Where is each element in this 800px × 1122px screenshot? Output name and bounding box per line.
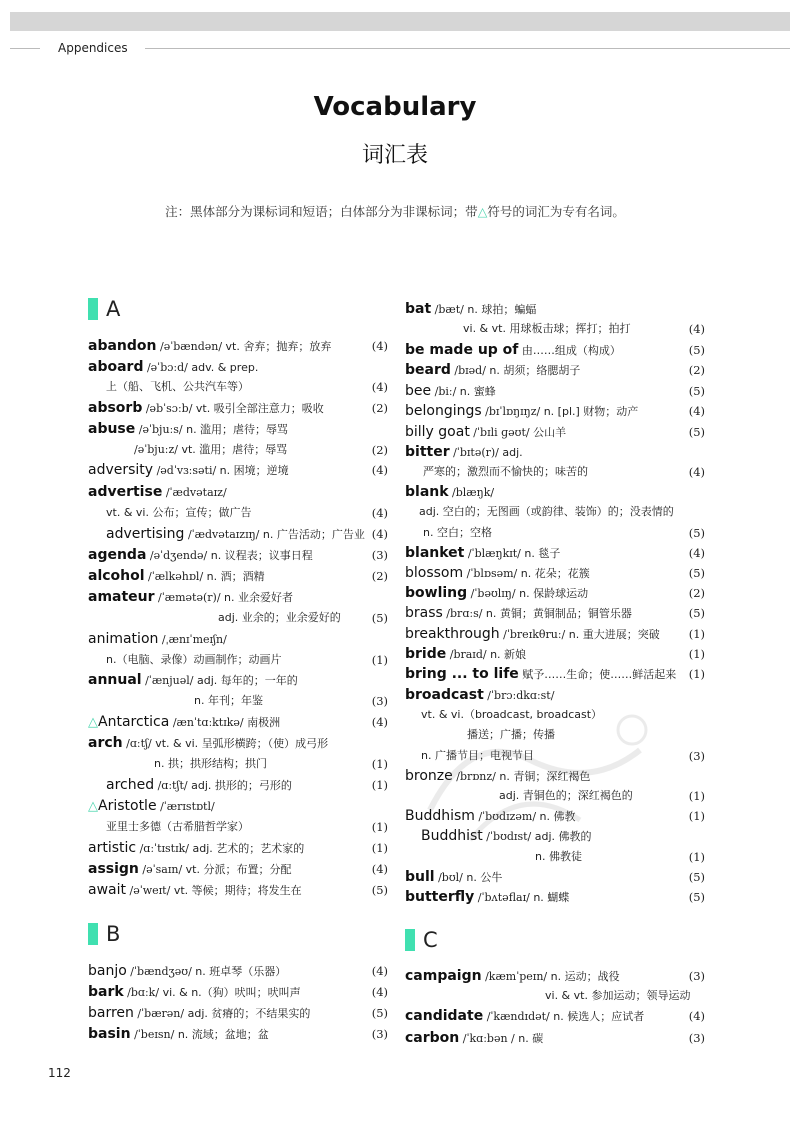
definition: vi. & vt. 用球板击球；挥打；拍打	[463, 322, 631, 335]
headword: butterfly	[405, 889, 475, 905]
headword: arch	[88, 735, 123, 751]
vocab-entry	[88, 566, 388, 586]
vocab-entry	[88, 712, 388, 732]
level-number: (5)	[371, 611, 388, 625]
phonetic: /ˈærɪstɒtl/	[156, 800, 215, 813]
definition: n. 拱；拱形结构；拱门	[154, 757, 267, 770]
vocab-entry	[88, 1003, 388, 1023]
definition: n. 蝴蝶	[533, 891, 570, 904]
top-bar	[10, 12, 790, 31]
headword: brass	[405, 605, 443, 621]
level-number: (1)	[688, 809, 705, 823]
phonetic: /ˈbrɔːdkɑːst/	[483, 689, 555, 702]
definition: adj.	[502, 446, 523, 459]
definition: adj. 拱形的；弓形的	[191, 779, 292, 792]
vocab-entry	[88, 419, 388, 439]
level-number: (5)	[688, 425, 705, 439]
headword: Buddhism	[405, 808, 475, 824]
level-number: (1)	[371, 653, 388, 667]
phonetic: /bɪəd/	[450, 364, 490, 377]
level-number: (2)	[688, 586, 705, 600]
level-number: (2)	[371, 443, 388, 457]
definition: n. 困境；逆境	[219, 464, 289, 477]
headword: breakthrough	[405, 626, 500, 642]
level-number: (1)	[688, 627, 705, 641]
phonetic: /biː/	[431, 385, 460, 398]
definition: n. 广告活动；广告业	[262, 528, 365, 541]
headword: barren	[88, 1005, 134, 1021]
vocab-entry	[405, 887, 705, 907]
level-number: (5)	[688, 890, 705, 904]
headword: await	[88, 882, 126, 898]
headword: animation	[88, 631, 159, 647]
phonetic: /bɪˈlɒŋɪŋz/	[481, 405, 544, 418]
phonetic: /ˈædvətaɪz/	[162, 486, 227, 499]
watermark-logo	[410, 690, 670, 860]
level-number: (4)	[688, 1009, 705, 1023]
vocab-entry	[88, 440, 388, 460]
headword: bronze	[405, 768, 453, 784]
definition: vi. & n.（狗）吠叫；吠叫声	[162, 986, 301, 999]
level-number: (3)	[688, 969, 705, 983]
vocab-entry	[405, 360, 705, 380]
definition: vt. 等候；期待；将发生在	[173, 884, 302, 897]
vocab-entry	[405, 867, 705, 887]
page-subtitle: 词汇表	[361, 143, 428, 168]
definition: n. 广播节目；电视节目	[421, 749, 534, 762]
vocab-entry	[405, 624, 705, 644]
header-rule-left	[10, 48, 40, 49]
level-number: (5)	[688, 343, 705, 357]
level-number: (3)	[371, 694, 388, 708]
headword: be made up of	[405, 342, 519, 358]
headword: broadcast	[405, 687, 484, 703]
headword: bowling	[405, 585, 468, 601]
level-number: (5)	[688, 870, 705, 884]
level-number: (5)	[688, 566, 705, 580]
phonetic: /ˈbʊdɪzəm/	[474, 810, 540, 823]
section-letter: B	[106, 922, 121, 946]
definition: n. 胡须；络腮胡子	[489, 364, 581, 377]
vocab-entry	[88, 670, 388, 690]
phonetic: /ˈænjuəl/	[141, 674, 197, 687]
level-number: (5)	[688, 526, 705, 540]
definition: vt. 滥用；虐待；辱骂	[181, 443, 288, 456]
section-marker	[88, 923, 98, 945]
definition: n. 重大进展；突破	[568, 628, 660, 641]
phonetic: /əˈbjuːz/	[134, 443, 182, 456]
definition: n. 运动；战役	[550, 970, 620, 983]
definition: n. 候选人；应试者	[553, 1010, 645, 1023]
vocab-entry	[88, 629, 388, 649]
headword: advertise	[88, 484, 163, 500]
definition: n. [pl.] 财物；动产	[543, 405, 639, 418]
headword: bat	[405, 301, 432, 317]
phonetic: /ˈbəʊlɪŋ/	[467, 587, 520, 600]
phonetic: /ˌænɪˈmeɪʃn/	[158, 633, 227, 646]
level-number: (1)	[688, 850, 705, 864]
proper-noun-triangle-icon: △	[88, 715, 98, 730]
definition: 南极洲	[247, 716, 281, 729]
note-text-before: 注：黑体部分为课标词和短语；白体部分为非课标词；带	[165, 204, 478, 219]
definition: adj. 艺术的；艺术家的	[192, 842, 305, 855]
definition: n. 保龄球运动	[519, 587, 589, 600]
headword: abandon	[88, 338, 157, 354]
level-number: (5)	[371, 883, 388, 897]
definition: n. 公牛	[466, 871, 503, 884]
vocab-entry	[405, 966, 705, 986]
note-text-after: 符号的词汇为专有名词。	[487, 204, 625, 219]
phonetic: /bæt/	[431, 303, 468, 316]
phonetic: /ˈbærən/	[133, 1007, 188, 1020]
phonetic: /ˈbɪtə(r)/	[449, 446, 503, 459]
level-number: (4)	[688, 546, 705, 560]
level-number: (5)	[371, 1006, 388, 1020]
vocab-entry	[88, 754, 388, 774]
vocab-entry	[405, 1028, 705, 1048]
vocab-entry	[405, 319, 705, 339]
definition: vt. & vi.（broadcast, broadcast）	[421, 708, 603, 721]
header-section-label: Appendices	[58, 41, 128, 55]
definition: adj. 业余的；业余爱好的	[218, 611, 341, 624]
level-number: (2)	[688, 363, 705, 377]
phonetic: /ɑːˈtɪstɪk/	[136, 842, 193, 855]
vocab-entry	[405, 401, 705, 421]
vocab-entry	[405, 299, 705, 319]
headword: aboard	[88, 359, 144, 375]
vocab-entry	[405, 664, 705, 684]
level-number: (1)	[688, 667, 705, 681]
vocab-entry	[88, 503, 388, 523]
headword: bull	[405, 869, 435, 885]
level-number: (3)	[688, 1031, 705, 1045]
headword: Buddhist	[421, 828, 483, 844]
definition: vt. & vi. 呈弧形横跨；（使）成弓形	[155, 737, 329, 750]
vocab-entry	[88, 796, 388, 816]
definition: adj. 青铜色的；深红褐色的	[499, 789, 633, 802]
legend-note	[0, 202, 790, 220]
level-number: (3)	[371, 1027, 388, 1041]
phonetic: /bʊl/	[434, 871, 467, 884]
headword: bride	[405, 646, 447, 662]
definition: adj. 每年的；一年的	[196, 674, 298, 687]
level-number: (4)	[371, 964, 388, 978]
phonetic: /əˈdʒendə/	[146, 549, 211, 562]
phonetic: /blæŋk/	[448, 486, 495, 499]
phonetic: /ˈkændɪdət/	[483, 1010, 554, 1023]
vocab-entry	[405, 644, 705, 664]
phonetic: /ˈblɒsəm/	[463, 567, 521, 580]
vocab-entry	[405, 381, 705, 401]
vocab-entry	[405, 442, 705, 462]
level-number: (5)	[688, 606, 705, 620]
definition: vt. 吸引全部注意力；吸收	[195, 402, 324, 415]
vocab-entry	[405, 986, 705, 1006]
level-number: (4)	[371, 463, 388, 477]
vocab-entry	[88, 733, 388, 753]
vocab-entry	[405, 502, 705, 522]
headword: blossom	[405, 565, 464, 581]
phonetic: /ɑːtʃt/	[154, 779, 192, 792]
headword: Aristotle	[98, 798, 157, 814]
definition: n. 新娘	[490, 648, 527, 661]
definition: n. 议程表；议事日程	[210, 549, 313, 562]
definition: vi. & vt. 参加运动；领导运动	[545, 989, 691, 1002]
headword: beard	[405, 362, 451, 378]
definition: 严寒的；激烈而不愉快的；味苦的	[423, 465, 588, 478]
definition: adj. 佛教的	[534, 830, 592, 843]
phonetic: /ˈælkəhɒl/	[144, 570, 207, 583]
definition: n. 佛教徒	[535, 850, 582, 863]
level-number: (4)	[371, 339, 388, 353]
vocab-entry	[88, 377, 388, 397]
headword: advertising	[106, 526, 185, 542]
vocab-entry	[405, 603, 705, 623]
vocab-entry	[88, 817, 388, 837]
headword: Antarctica	[98, 714, 170, 730]
level-number: (2)	[371, 401, 388, 415]
headword: blank	[405, 484, 449, 500]
level-number: (1)	[371, 841, 388, 855]
definition: n. 年刊；年鉴	[194, 694, 263, 707]
definition: 公山羊	[533, 426, 567, 439]
proper-noun-triangle-icon: △	[88, 799, 98, 814]
level-number: (1)	[688, 647, 705, 661]
phonetic: /braɪd/	[446, 648, 491, 661]
vocab-entry	[88, 775, 388, 795]
phonetic: /əˈsaɪn/	[138, 863, 186, 876]
phonetic: /əˈbɔːd/	[143, 361, 192, 374]
headword: adversity	[88, 462, 154, 478]
vocab-entry	[405, 482, 705, 502]
proper-noun-triangle-icon: △	[477, 204, 488, 219]
section-marker	[405, 929, 415, 951]
phonetic: /ˈbʌtəflaɪ/	[474, 891, 534, 904]
vocab-entry	[88, 691, 388, 711]
definition: adj. 空白的；无图画（或韵律、装饰）的；没表情的	[419, 505, 674, 518]
level-number: (4)	[371, 715, 388, 729]
vocab-entry	[88, 859, 388, 879]
level-number: (4)	[688, 322, 705, 336]
phonetic: /ˈblæŋkɪt/	[464, 547, 525, 560]
phonetic: /ˈkɑːbən /	[459, 1032, 519, 1045]
vocab-entry	[405, 1006, 705, 1026]
vocab-entry	[88, 880, 388, 900]
level-number: (5)	[688, 384, 705, 398]
level-number: (4)	[371, 380, 388, 394]
definition: n. 青铜；深红褐色	[499, 770, 591, 783]
vocab-entry	[88, 650, 388, 670]
level-number: (4)	[688, 465, 705, 479]
definition: n. 滥用；虐待；辱骂	[186, 423, 289, 436]
headword: amateur	[88, 589, 155, 605]
headword: campaign	[405, 968, 482, 984]
level-number: (3)	[371, 548, 388, 562]
level-number: (1)	[371, 820, 388, 834]
headword: candidate	[405, 1008, 484, 1024]
phonetic: /əbˈsɔːb/	[142, 402, 196, 415]
phonetic: /kæmˈpeɪn/	[481, 970, 551, 983]
vocab-entry	[405, 462, 705, 482]
phonetic: /əˈbjuːs/	[135, 423, 187, 436]
phonetic: /ˈbɪli ɡəʊt/	[469, 426, 534, 439]
section-marker	[88, 298, 98, 320]
headword: blanket	[405, 545, 465, 561]
definition: adv. & prep.	[191, 361, 259, 374]
definition: n. 佛教	[539, 810, 576, 823]
definition: n.（电脑、录像）动画制作；动画片	[106, 653, 282, 666]
vocab-entry	[88, 482, 388, 502]
level-number: (1)	[688, 789, 705, 803]
level-number: (3)	[688, 749, 705, 763]
page-title: Vocabulary	[313, 92, 477, 122]
definition: 上（船、飞机、公共汽车等）	[106, 380, 249, 393]
definition: n. 球拍；蝙蝠	[467, 303, 537, 316]
vocab-entry	[405, 340, 705, 360]
definition: n. 碳	[518, 1032, 544, 1045]
headword: bark	[88, 984, 124, 1000]
definition: n. 黄铜；黄铜制品；铜管乐器	[485, 607, 632, 620]
phonetic: /brɒnz/	[452, 770, 500, 783]
phonetic: /ˈædvətaɪzɪŋ/	[184, 528, 263, 541]
definition: vt. 分派；布置；分配	[185, 863, 292, 876]
definition: n. 班卓琴（乐器）	[195, 965, 287, 978]
level-number: (4)	[371, 506, 388, 520]
definition: n. 花朵；花簇	[520, 567, 590, 580]
section-letter: A	[106, 297, 121, 321]
definition: n. 流域；盆地；盆	[177, 1028, 269, 1041]
headword: carbon	[405, 1030, 460, 1046]
vocab-entry	[88, 460, 388, 480]
level-number: (4)	[371, 985, 388, 999]
section-letter: C	[423, 928, 438, 952]
headword: agenda	[88, 547, 147, 563]
headword: annual	[88, 672, 142, 688]
definition: n. 毯子	[524, 547, 561, 560]
vocab-entry	[405, 523, 705, 543]
level-number: (4)	[371, 862, 388, 876]
vocab-entry	[88, 982, 388, 1002]
definition: 播送；广播；传播	[467, 728, 555, 741]
headword: bitter	[405, 444, 450, 460]
vocab-entry	[88, 1024, 388, 1044]
vocab-entry	[88, 545, 388, 565]
headword: arched	[106, 777, 155, 793]
phonetic: /ˈbʊdɪst/	[482, 830, 535, 843]
definition: n. 酒；酒精	[206, 570, 265, 583]
phonetic: /brɑːs/	[442, 607, 486, 620]
vocab-entry	[88, 524, 388, 544]
vocab-entry	[88, 608, 388, 628]
definition: 亚里士多德（古希腊哲学家）	[106, 820, 249, 833]
phonetic: /əˈbændən/	[156, 340, 226, 353]
headword: banjo	[88, 963, 127, 979]
level-number: (1)	[371, 778, 388, 792]
phonetic: /əˈweɪt/	[126, 884, 174, 897]
header-rule-right	[145, 48, 790, 49]
headword: basin	[88, 1026, 131, 1042]
vocab-entry	[88, 961, 388, 981]
phonetic: /ænˈtɑːktɪkə/	[169, 716, 248, 729]
definition: adj. 贫瘠的；不结果实的	[187, 1007, 311, 1020]
headword: artistic	[88, 840, 137, 856]
headword: absorb	[88, 400, 143, 416]
vocab-entry	[405, 422, 705, 442]
level-number: (1)	[371, 757, 388, 771]
page-number: 112	[48, 1066, 71, 1080]
headword: assign	[88, 861, 139, 877]
vocab-entry	[405, 543, 705, 563]
headword: abuse	[88, 421, 136, 437]
level-number: (2)	[371, 569, 388, 583]
definition: 由……组成（构成）	[521, 344, 621, 357]
headword: bring ... to life	[405, 666, 519, 682]
phonetic: /bɑːk/	[123, 986, 163, 999]
headword: billy goat	[405, 424, 470, 440]
headword: alcohol	[88, 568, 145, 584]
definition: n. 蜜蜂	[459, 385, 496, 398]
phonetic: /ˈbreɪkθruː/	[499, 628, 569, 641]
vocab-entry	[88, 357, 388, 377]
phonetic: /ɑːtʃ/	[122, 737, 156, 750]
vocab-entry	[88, 336, 388, 356]
headword: belongings	[405, 403, 482, 419]
definition: vt. & vi. 公布；宣传；做广告	[106, 506, 252, 519]
level-number: (4)	[688, 404, 705, 418]
vocab-entry	[88, 587, 388, 607]
definition: 赋予……生命；使……鲜活起来	[522, 668, 677, 681]
phonetic: /ˈæmətə(r)/	[154, 591, 225, 604]
vocab-entry	[88, 838, 388, 858]
definition: n. 业余爱好者	[224, 591, 293, 604]
definition: vt. 舍弃；抛弃；放弃	[225, 340, 332, 353]
phonetic: /ədˈvɜːsəti/	[153, 464, 220, 477]
headword: bee	[405, 383, 432, 399]
phonetic: /ˈbændʒəʊ/	[126, 965, 196, 978]
definition: n. 空白；空格	[423, 526, 492, 539]
level-number: (4)	[371, 527, 388, 541]
phonetic: /ˈbeɪsn/	[130, 1028, 178, 1041]
vocab-entry	[405, 563, 705, 583]
vocab-entry	[88, 398, 388, 418]
vocab-entry	[405, 583, 705, 603]
